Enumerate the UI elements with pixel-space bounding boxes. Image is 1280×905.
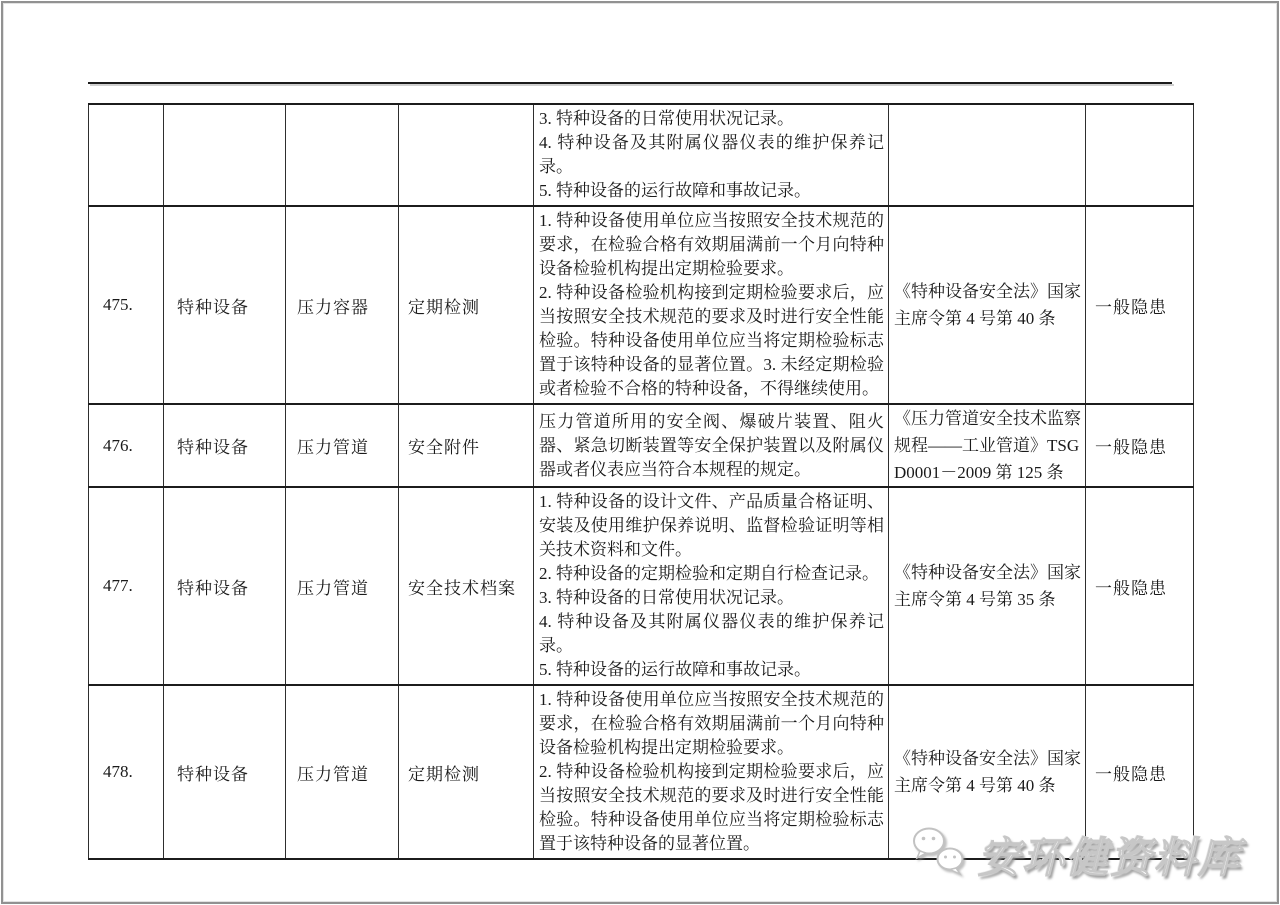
cell-description bbox=[534, 404, 889, 487]
cell-check-item: 安全技术档案 bbox=[399, 487, 534, 685]
cell-subcategory: 压力管道 bbox=[286, 685, 399, 859]
cell-subcategory: 压力管道 bbox=[286, 487, 399, 685]
description-paragraph: 3. 特种设备的日常使用状况记录。 bbox=[539, 588, 794, 607]
cell-severity bbox=[1086, 104, 1194, 206]
wechat-icon bbox=[908, 824, 970, 885]
cell-row-number bbox=[89, 104, 164, 206]
hazard-checklist-table bbox=[88, 103, 1194, 860]
cell-category: 特种设备 bbox=[164, 685, 286, 859]
cell-category bbox=[164, 104, 286, 206]
description-paragraph: 4. 特种设备及其附属仪器仪表的维护保养记录。 bbox=[539, 133, 884, 176]
cell-subcategory: 压力管道 bbox=[286, 404, 399, 487]
description-paragraph: 1. 特种设备的设计文件、产品质量合格证明、安装及使用维护保养说明、监督检验证明等相关技术资料和文件。 bbox=[539, 492, 884, 559]
description-paragraph: 2. 特种设备的定期检验和定期自行检查记录。 bbox=[539, 564, 879, 583]
description-paragraph: 2. 特种设备检验机构接到定期检验要求后，应当按照安全技术规范的要求及时进行安全性能检验。特种设备使用单位应当将定期检验标志置于该特种设备的显著位置。3. 未经定期检验或者检验不合格的特种设备，不得继续使用。 bbox=[539, 283, 884, 398]
cell-check-item: 安全附件 bbox=[399, 404, 534, 487]
cell-row-number: 475. bbox=[89, 206, 164, 404]
cell-row-number: 477. bbox=[89, 487, 164, 685]
cell-check-item: 定期检测 bbox=[399, 206, 534, 404]
description-paragraph: 2. 特种设备检验机构接到定期检验要求后，应当按照安全技术规范的要求及时进行安全性能检验。特种设备使用单位应当将定期检验标志置于该特种设备的显著位置。 bbox=[539, 762, 884, 853]
description-paragraph: 1. 特种设备使用单位应当按照安全技术规范的要求，在检验合格有效期届满前一个月向特种设备检验机构提出定期检验要求。 bbox=[539, 211, 884, 278]
table-row bbox=[89, 487, 1194, 685]
cell-category: 特种设备 bbox=[164, 206, 286, 404]
cell-legal-basis: 《特种设备安全法》国家主席令第 4 号第 40 条 bbox=[889, 206, 1086, 404]
cell-description bbox=[534, 685, 889, 859]
cell-severity: 一般隐患 bbox=[1086, 404, 1194, 487]
description-paragraph: 3. 特种设备的日常使用状况记录。 bbox=[539, 109, 794, 128]
cell-legal-basis: 《特种设备安全法》国家主席令第 4 号第 40 条 bbox=[889, 685, 1086, 859]
watermark bbox=[908, 824, 1242, 885]
cell-row-number: 476. bbox=[89, 404, 164, 487]
cell-category: 特种设备 bbox=[164, 404, 286, 487]
description-paragraph: 压力管道所用的安全阀、爆破片装置、阻火器、紧急切断装置等安全保护装置以及附属仪器或者仪表应当符合本规程的规定。 bbox=[539, 411, 884, 479]
cell-legal-basis: 《特种设备安全法》国家主席令第 4 号第 35 条 bbox=[889, 487, 1086, 685]
cell-check-item bbox=[399, 104, 534, 206]
cell-legal-basis: 《压力管道安全技术监察规程——工业管道》TSG D0001－2009 第 125 条 bbox=[889, 404, 1086, 487]
description-paragraph: 4. 特种设备及其附属仪器仪表的维护保养记录。 bbox=[539, 612, 884, 655]
table-row bbox=[89, 404, 1194, 487]
cell-description bbox=[534, 487, 889, 685]
cell-category: 特种设备 bbox=[164, 487, 286, 685]
watermark-label: 安环健资料库 bbox=[977, 835, 1242, 882]
cell-severity: 一般隐患 bbox=[1086, 487, 1194, 685]
description-paragraph: 5. 特种设备的运行故障和事故记录。 bbox=[539, 181, 811, 200]
description-paragraph: 1. 特种设备使用单位应当按照安全技术规范的要求，在检验合格有效期届满前一个月向特种设备检验机构提出定期检验要求。 bbox=[539, 690, 884, 757]
heading-rule bbox=[88, 82, 1172, 84]
table-row bbox=[89, 104, 1194, 206]
description-paragraph: 5. 特种设备的运行故障和事故记录。 bbox=[539, 660, 811, 679]
table-row bbox=[89, 206, 1194, 404]
cell-row-number: 478. bbox=[89, 685, 164, 859]
cell-subcategory: 压力容器 bbox=[286, 206, 399, 404]
cell-legal-basis bbox=[889, 104, 1086, 206]
cell-severity: 一般隐患 bbox=[1086, 685, 1194, 859]
cell-description bbox=[534, 104, 889, 206]
cell-check-item: 定期检测 bbox=[399, 685, 534, 859]
cell-description bbox=[534, 206, 889, 404]
cell-subcategory bbox=[286, 104, 399, 206]
cell-severity: 一般隐患 bbox=[1086, 206, 1194, 404]
